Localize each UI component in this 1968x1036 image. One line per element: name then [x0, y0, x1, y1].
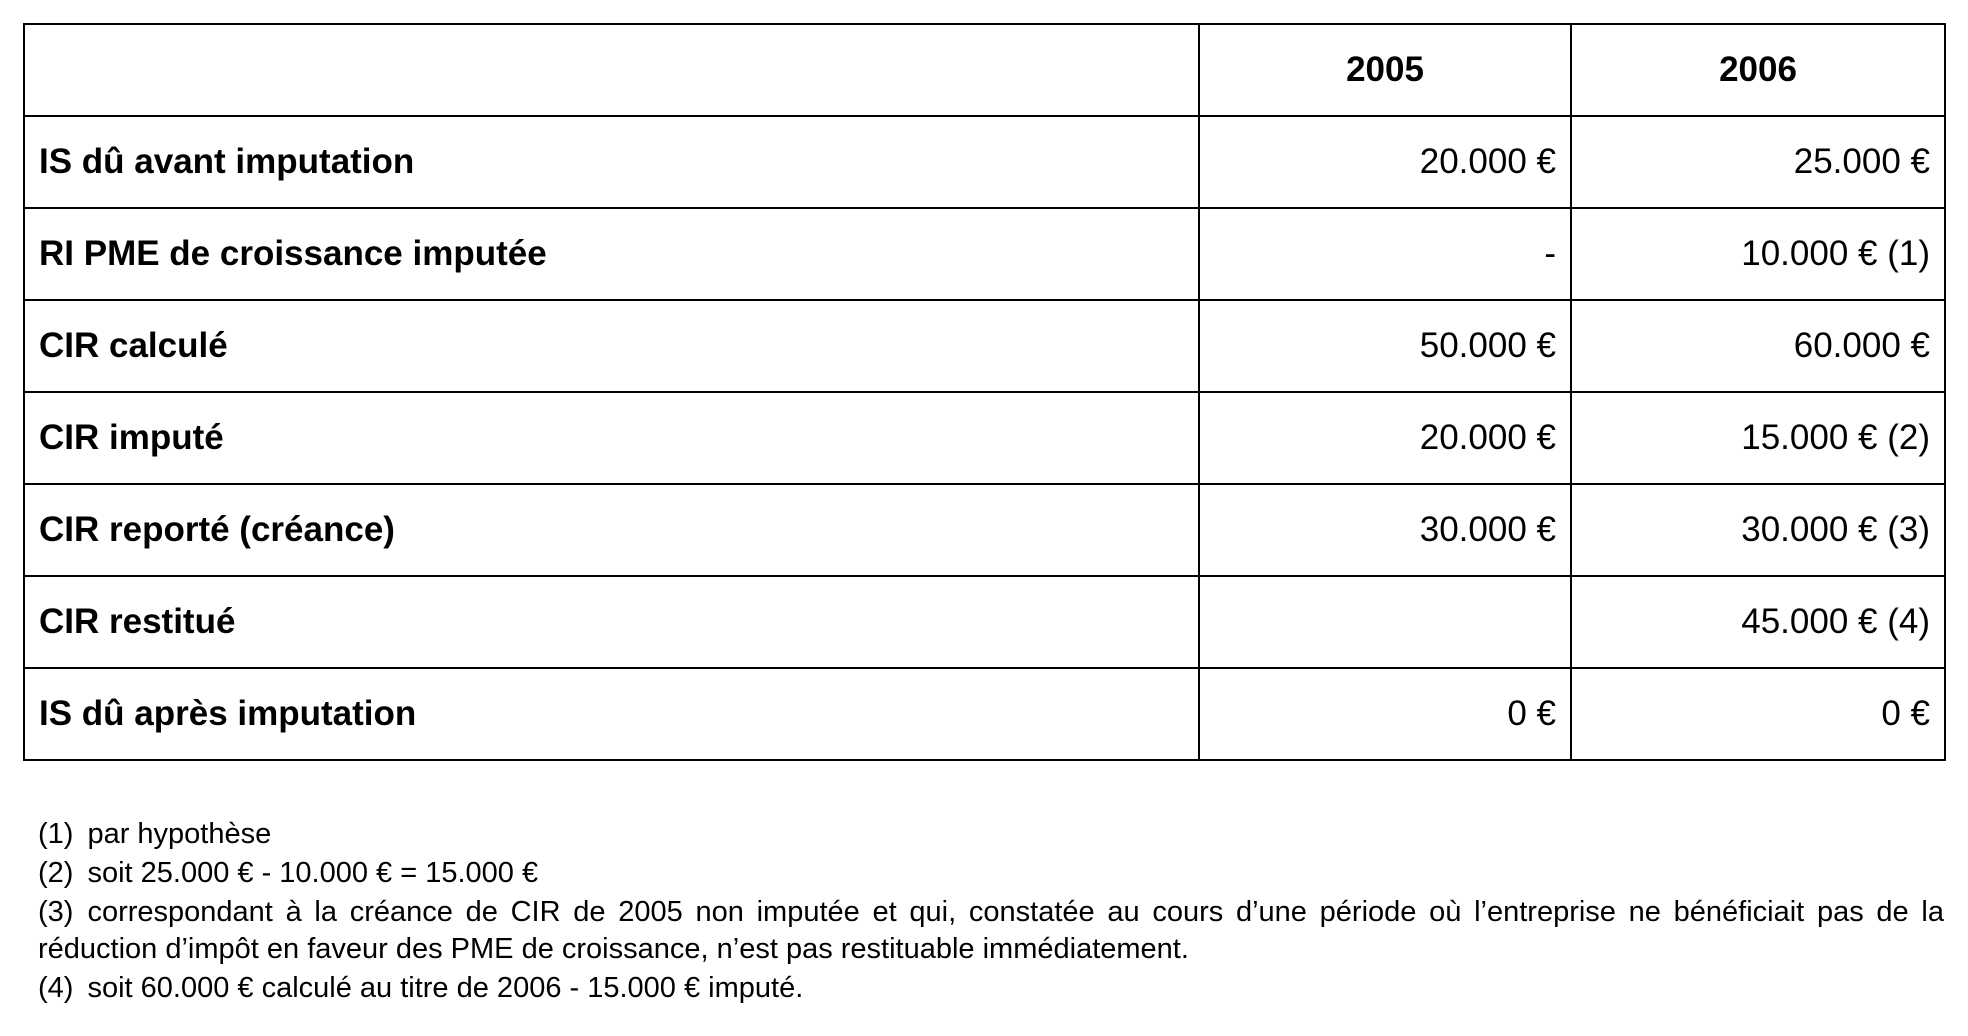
- row-label: IS dû après imputation: [24, 668, 1199, 760]
- row-label: CIR imputé: [24, 392, 1199, 484]
- cell-2005: -: [1199, 208, 1571, 300]
- table-row: [24, 668, 1945, 760]
- footnote-2: [38, 855, 1944, 892]
- row-label: CIR reporté (créance): [24, 484, 1199, 576]
- row-label: CIR calculé: [24, 300, 1199, 392]
- footnote-text: correspondant à la créance de CIR de 2005 non imputée et qui, constatée au cours d’une période où l’entreprise ne bénéficiait pas de la réduction d’impôt en faveur des PME de croissance, n’est pas restituable immédiatement.: [38, 896, 1944, 965]
- cell-2005: 20.000 €: [1199, 116, 1571, 208]
- header-cell-2005: 2005: [1199, 24, 1571, 116]
- row-label: IS dû avant imputation: [24, 116, 1199, 208]
- table-row: [24, 116, 1945, 208]
- footnotes: [38, 816, 1944, 1009]
- cell-2006: 0 €: [1571, 668, 1945, 760]
- row-label: RI PME de croissance imputée: [24, 208, 1199, 300]
- cell-2006: 30.000 € (3): [1571, 484, 1945, 576]
- table-row: [24, 576, 1945, 668]
- footnote-marker: (1): [38, 818, 74, 850]
- cell-2005: 50.000 €: [1199, 300, 1571, 392]
- footnote-marker: (2): [38, 857, 74, 889]
- row-label: CIR restitué: [24, 576, 1199, 668]
- footnote-3: [38, 894, 1944, 968]
- cell-2005: 20.000 €: [1199, 392, 1571, 484]
- footnote-text: par hypothèse: [87, 818, 272, 850]
- header-cell-empty: [24, 24, 1199, 116]
- tax-credit-table: [23, 23, 1946, 761]
- cell-2006: 15.000 € (2): [1571, 392, 1945, 484]
- table-row: [24, 392, 1945, 484]
- footnote-1: [38, 816, 1944, 853]
- header-cell-2006: 2006: [1571, 24, 1945, 116]
- footnote-text: soit 60.000 € calculé au titre de 2006 - 15.000 € imputé.: [87, 972, 804, 1004]
- cell-2006: 60.000 €: [1571, 300, 1945, 392]
- cell-2005: 30.000 €: [1199, 484, 1571, 576]
- table-row: [24, 484, 1945, 576]
- cell-2006: 45.000 € (4): [1571, 576, 1945, 668]
- cell-2005: 0 €: [1199, 668, 1571, 760]
- table-header-row: [24, 24, 1945, 116]
- cell-2006: 25.000 €: [1571, 116, 1945, 208]
- footnote-text: soit 25.000 € - 10.000 € = 15.000 €: [87, 857, 539, 889]
- cell-2005: [1199, 576, 1571, 668]
- cell-2006: 10.000 € (1): [1571, 208, 1945, 300]
- footnote-marker: (4): [38, 972, 74, 1004]
- footnote-marker: (3): [38, 896, 74, 928]
- footnote-4: [38, 970, 1944, 1007]
- table-row: [24, 208, 1945, 300]
- table-row: [24, 300, 1945, 392]
